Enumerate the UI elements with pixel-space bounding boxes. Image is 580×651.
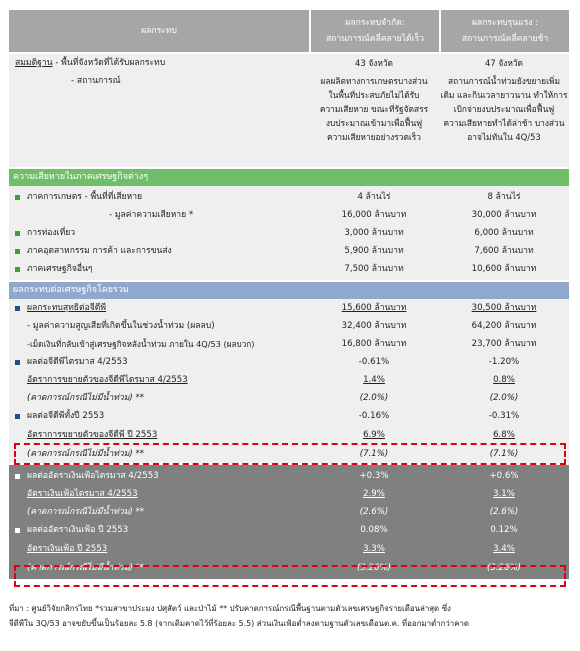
scenario-limited-line: ในพื้นที่ประสบภัยไม่ได้รับ xyxy=(328,90,420,100)
scenario-limited-line: งบประมาณเข้ามาเพื่อฟื้นฟู xyxy=(325,118,423,128)
q4-inflation-effect-label: ผลต่ออัตราเงินเฟ้อไตรมาส 4/2553 xyxy=(9,467,309,485)
header-impact: ผลกระทบ xyxy=(9,10,309,52)
yr-inflation-rate-label: อัตราเงินเฟ้อ ปี 2553 xyxy=(27,544,108,554)
scenario-severe-line: ความเสียหายทำได้ล่าช้า บางส่วน xyxy=(443,118,565,128)
sector-section-title: ความเสียหายในภาคเศรษฐกิจต่างๆ xyxy=(9,169,569,186)
table-row xyxy=(9,299,569,317)
header-limited: ผลกระทบจำกัด: สถานการณ์คลี่คลายได้เร็ว xyxy=(311,10,439,52)
header-severe: ผลกระทบรุนแรง : สถานการณ์คลี่คลายช้า xyxy=(441,10,569,52)
yr-inflation-rate-severe: 3.4% xyxy=(493,544,515,554)
table-row xyxy=(9,389,569,407)
yr-gdp-effect-limited: -0.16% xyxy=(358,411,390,421)
q4-gdp-base-label: (คาดการณ์กรณีไม่มีน้ำท่วม) ** xyxy=(27,393,145,403)
q4-inflation-rate-limited: 2.9% xyxy=(363,489,385,499)
scenario-severe-line: เบิกจ่ายงบประมาณเพื่อฟื้นฟู xyxy=(453,104,555,114)
loss-limited: 32,400 ล้านบาท xyxy=(341,321,407,331)
scenario-limited-line: ความเสียหาย ขณะที่รัฐจัดสรร xyxy=(319,104,429,114)
yr-gdp-effect-label: ผลต่อจีดีพีทั้งปี 2553 xyxy=(9,407,309,425)
assumption-area-limited: 43 จังหวัด xyxy=(355,58,393,68)
scenario-severe-line: เติม และกินเวลายาวนาน ทำให้การ xyxy=(440,90,568,100)
table-row xyxy=(9,260,569,278)
loss-severe: 64,200 ล้านบาท xyxy=(471,321,537,331)
assumption-scenario-severe xyxy=(439,74,569,144)
q4-inflation-effect-limited: +0.3% xyxy=(359,471,389,481)
sector-severe: 10,600 ล้านบาท xyxy=(471,264,537,274)
table-row xyxy=(9,425,569,445)
table-row xyxy=(9,539,569,559)
table-row xyxy=(9,317,569,335)
inflow-limited: 16,800 ล้านบาท xyxy=(341,339,407,349)
scenario-limited-line: ความเสียหายอย่างรวดเร็ว xyxy=(327,132,421,142)
yr-inflation-rate-limited: 3.3% xyxy=(363,544,385,554)
sector-limited: 3,000 ล้านบาท xyxy=(344,228,404,238)
table-row xyxy=(9,521,569,539)
table-row xyxy=(9,242,569,260)
yr-gdp-growth-severe: 6.8% xyxy=(493,430,515,440)
sector-label: - มูลค่าความเสียหาย * xyxy=(109,210,194,220)
table-row xyxy=(9,335,569,353)
sector-limited: 4 ล้านไร่ xyxy=(357,192,391,202)
q4-gdp-base-limited: (2.0%) xyxy=(359,393,389,403)
inflation-section xyxy=(9,465,569,579)
yr-inflation-base-limited: (3.26%) xyxy=(356,563,391,573)
yr-gdp-growth-limited: 6.9% xyxy=(363,430,385,440)
table-row xyxy=(9,224,569,242)
q4-gdp-effect-limited: -0.61% xyxy=(358,357,390,367)
inflow-label: -เม็ดเงินที่กลับเข้าสู่เศรษฐกิจหลังน้ำท่วม ภายใน 4Q/53 (ผลบวก) xyxy=(27,339,255,349)
yr-gdp-base-limited: (7.1%) xyxy=(359,449,389,459)
footnote-line-1: ที่มา : ศูนย์วิจัยกสิกรไทย *รวมสาขาประมง ปศุสัตว์ และป่าไม้ ** ปรับคาดการณ์กรณีพื้นฐานตามตัวเลขเศรษฐกิจรายเดือนล่าสุด ซึ่ง xyxy=(9,604,451,613)
assumption-area-severe: 47 จังหวัด xyxy=(485,58,523,68)
assumption-scenario-label: - สถานการณ์ xyxy=(71,76,121,86)
macro-section xyxy=(9,282,569,463)
assumptions-section xyxy=(9,54,569,167)
scenario-limited-line: ผลผลิตทางการเกษตรบางส่วน xyxy=(320,76,428,86)
table-row xyxy=(9,206,569,224)
table-row xyxy=(9,353,569,371)
sector-rows xyxy=(9,186,569,280)
yr-gdp-base-severe: (7.1%) xyxy=(489,449,519,459)
assumption-scenario-limited xyxy=(309,74,439,144)
sector-severe: 30,000 ล้านบาท xyxy=(471,210,537,220)
table-row xyxy=(9,371,569,389)
q4-inflation-base-limited: (2.6%) xyxy=(359,507,389,517)
q4-inflation-base-severe: (2.6%) xyxy=(489,507,519,517)
q4-gdp-effect-label: ผลต่อจีดีพีไตรมาส 4/2553 xyxy=(9,353,309,371)
yr-inflation-base-severe: (3.26%) xyxy=(486,563,521,573)
scenario-severe-line: อาจไม่ทันใน 4Q/53 xyxy=(467,132,541,142)
q4-gdp-growth-limited: 1.4% xyxy=(363,375,385,385)
sector-limited: 7,500 ล้านบาท xyxy=(344,264,404,274)
highlight-inflation-2553 xyxy=(14,565,566,587)
q4-gdp-growth-severe: 0.8% xyxy=(493,375,515,385)
q4-inflation-rate-label: อัตราเงินเฟ้อไตรมาส 4/2553 xyxy=(27,489,138,499)
sector-label: ภาคเศรษฐกิจอื่นๆ xyxy=(9,260,309,278)
table-row xyxy=(9,407,569,425)
assumption-area-label: สมมติฐาน - พื้นที่จังหวัดที่ได้รับผลกระทบ xyxy=(15,58,166,68)
sector-severe: 8 ล้านไร่ xyxy=(487,192,521,202)
sector-label: ภาคอุตสาหกรรม การค้า และการขนส่ง xyxy=(9,242,309,260)
sector-severe: 7,600 ล้านบาท xyxy=(474,246,534,256)
sector-severe: 6,000 ล้านบาท xyxy=(474,228,534,238)
table-row xyxy=(9,503,569,521)
q4-gdp-effect-severe: -1.20% xyxy=(488,357,520,367)
highlight-gdp-2553 xyxy=(14,443,566,465)
yr-inflation-effect-severe: 0.12% xyxy=(490,525,518,535)
scenario-severe-line: สถานการณ์น้ำท่วมยังขยายเพิ่ม xyxy=(448,76,560,86)
sector-label: การท่องเที่ยว xyxy=(9,224,309,242)
yr-gdp-base-label: (คาดการณ์กรณีไม่มีน้ำท่วม) ** xyxy=(27,449,145,459)
q4-inflation-effect-severe: +0.6% xyxy=(489,471,519,481)
inflow-severe: 23,700 ล้านบาท xyxy=(471,339,537,349)
yr-inflation-effect-limited: 0.08% xyxy=(360,525,388,535)
net-gdp-label: ผลกระทบสุทธิต่อจีดีพี xyxy=(27,303,107,313)
net-gdp-severe: 30,500 ล้านบาท xyxy=(471,303,537,313)
loss-label: - มูลค่าความสูญเสียที่เกิดขึ้นในช่วงน้ำท่วม (ผลลบ) xyxy=(27,321,215,331)
yr-inflation-effect-label: ผลต่ออัตราเงินเฟ้อ ปี 2553 xyxy=(9,521,309,539)
yr-inflation-base-label: (คาดการณ์กรณีไม่มีน้ำท่วม) ** xyxy=(27,563,145,573)
sector-label: ภาคการเกษตร - พื้นที่ที่เสียหาย xyxy=(9,188,309,206)
flood-impact-table xyxy=(9,10,569,579)
footnote-line-2: จีดีพีใน 3Q/53 อาจขยับขึ้นเป็นร้อยละ 5.8 (จากเดิมคาดไว้ที่ร้อยละ 5.5) ส่วนเงินเฟ้อต่ำลงตามฐานตัวเลขเดือนต.ค. ที่ออกมาต่ำกว่าคาด xyxy=(9,619,470,628)
yr-gdp-growth-label: อัตราการขยายตัวของจีดีพี ปี 2553 xyxy=(27,430,158,440)
footnote xyxy=(9,601,571,631)
q4-inflation-base-label: (คาดการณ์กรณีไม่มีน้ำท่วม) ** xyxy=(27,507,145,517)
sector-limited: 5,900 ล้านบาท xyxy=(344,246,404,256)
table-header xyxy=(9,10,569,52)
q4-inflation-rate-severe: 3.1% xyxy=(493,489,515,499)
yr-gdp-effect-severe: -0.31% xyxy=(488,411,520,421)
sector-limited: 16,000 ล้านบาท xyxy=(341,210,407,220)
q4-gdp-base-severe: (2.0%) xyxy=(489,393,519,403)
table-row xyxy=(9,188,569,206)
table-row xyxy=(9,485,569,503)
q4-gdp-growth-label: อัตราการขยายตัวของจีดีพีไตรมาส 4/2553 xyxy=(27,375,188,385)
net-gdp-limited: 15,600 ล้านบาท xyxy=(341,303,407,313)
table-row xyxy=(9,465,569,485)
macro-section-title: ผลกระทบต่อเศรษฐกิจโดยรวม xyxy=(9,282,569,299)
sector-section xyxy=(9,169,569,280)
